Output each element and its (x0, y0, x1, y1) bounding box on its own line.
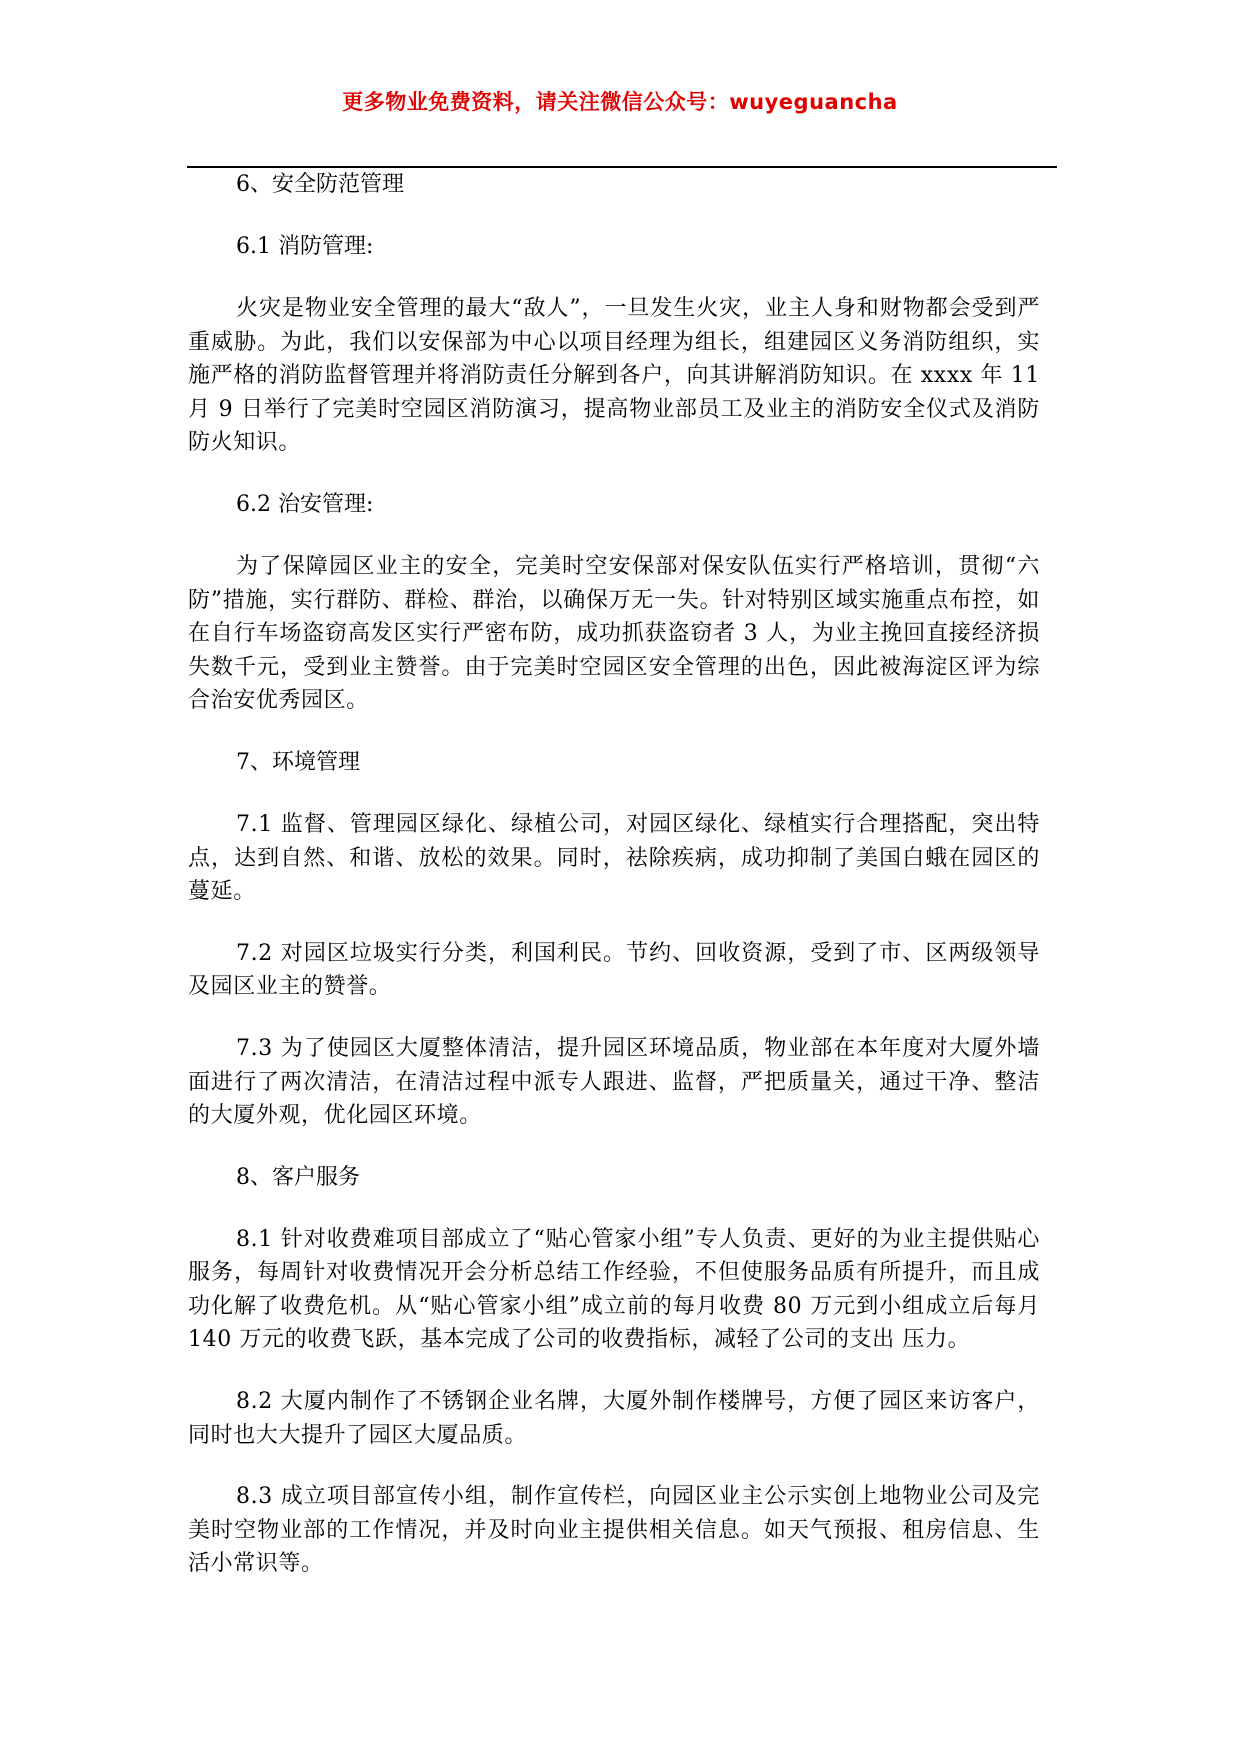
section-6-title: 6、安全防范管理 (236, 172, 404, 197)
section-7-title: 7、环境管理 (236, 749, 360, 775)
section-7-2-paragraph: 7.2 对园区垃圾实行分类，利国利民。节约、回收资源，受到了市、区两级领导及园区业主的赞誉。 (188, 940, 1040, 1000)
section-7-1-paragraph: 7.1 监督、管理园区绿化、绿植公司，对园区绿化、绿植实行合理搭配，突出特点，达到自然、和谐、放松的效果。同时，祛除疾病，成功抑制了美国白蛾在园区的蔓延。 (188, 811, 1040, 905)
header-note: 更多物业免费资料，请关注微信公众号：wuyeguancha (342, 90, 898, 114)
section-6-2-paragraph: 为了保障园区业主的安全，完美时空安保部对保安队伍实行严格培训，贯彻“六防”措施，实行群防、群检、群治，以确保万无一失。针对特别区域实施重点布控，如在自行车场盗窃高发区实行严密布防，成功抓获盗窃者 3 人，为业主挽回直接经济损失数千元，受到业主赞誉。由于完美时空园区安全管理的出色，因此被海淀区评为综合治安优秀园区。 (188, 553, 1040, 714)
document-body (188, 168, 1040, 1581)
section-8-2-paragraph: 8.2 大厦内制作了不锈钢企业名牌，大厦外制作楼牌号，方便了园区来访客户，同时也大大提升了园区大厦品质。 (188, 1389, 1040, 1448)
section-6-1-paragraph: 火灾是物业安全管理的最大“敌人”，一旦发生火灾，业主人身和财物都会受到严重威胁。为此，我们以安保部为中心以项目经理为组长，组建园区义务消防组织，实施严格的消防监督管理并将消防责任分解到各户，向其讲解消防知识。在 xxxx 年 11 月 9 日举行了完美时空园区消防演习，提高物业部员工及业主的消防安全仪式及消防防火知识。 (188, 296, 1040, 456)
section-6-2-title: 6.2 治安管理: (236, 491, 374, 517)
section-8-title: 8、客户服务 (236, 1164, 360, 1190)
section-6-1-title: 6.1 消防管理: (236, 234, 374, 259)
section-8-3-paragraph: 8.3 成立项目部宣传小组，制作宣传栏，向园区业主公示实创上地物业公司及完美时空物业部的工作情况，并及时向业主提供相关信息。如天气预报、租房信息、生活小常识等。 (188, 1484, 1040, 1577)
section-8-1-paragraph: 8.1 针对收费难项目部成立了“贴心管家小组”专人负责、更好的为业主提供贴心服务，每周针对收费情况开会分析总结工作经验，不但使服务品质有所提升，而且成功化解了收费危机。从“贴心管家小组”成立前的每月收费 80 万元到小组成立后每月 140 万元的收费飞跃，基本完成了公司的收费指标，减轻了公司的支出 压力。 (188, 1226, 1040, 1353)
section-7-3-paragraph: 7.3 为了使园区大厦整体清洁，提升园区环境品质，物业部在本年度对大厦外墙面进行了两次清洁，在清洁过程中派专人跟进、监督，严把质量关，通过干净、整洁的大厦外观，优化园区环境。 (188, 1035, 1040, 1129)
